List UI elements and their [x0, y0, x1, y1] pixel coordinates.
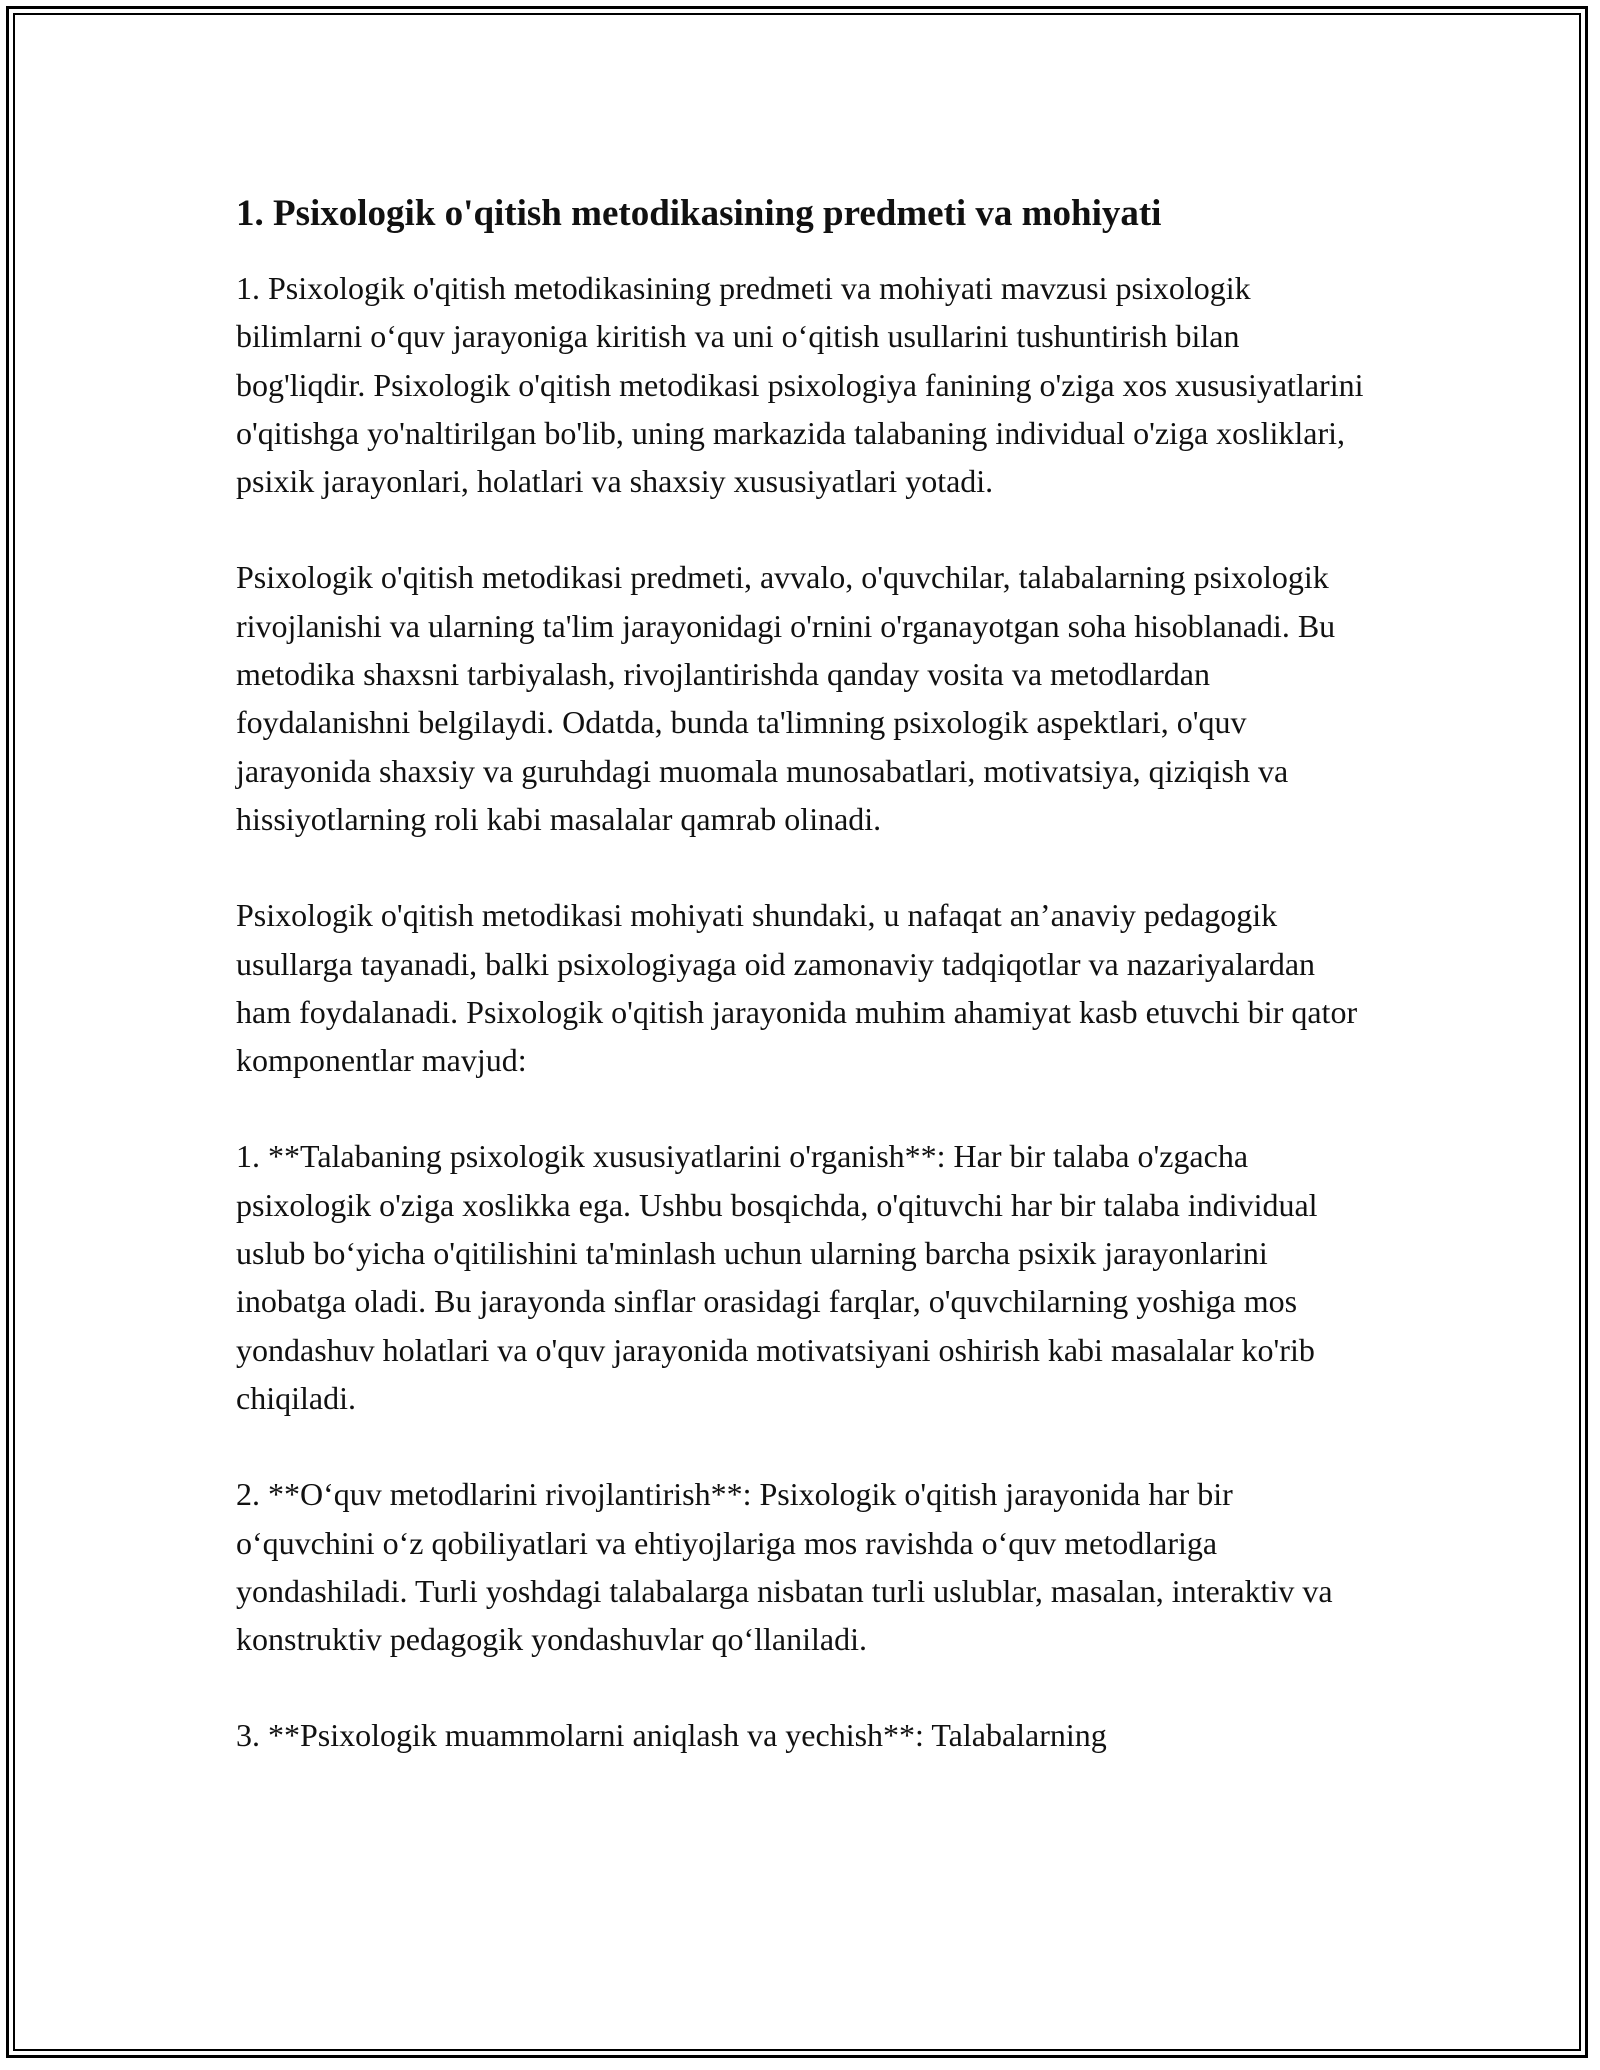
- paragraph-intro: 1. Psixologik o'qitish metodikasining predmeti va mohiyati mavzusi psixologik bilimlarni o‘quv jarayoniga kiritish va uni o‘qitish usullarini tushuntirish bilan bog'liqdir. Psixologik o'qitish metodikasi psixologiya fanining o'ziga xos xususiyatlarini o'qitishga yo'naltirilgan bo'lib, uning markazida talabaning individual o'ziga xosliklari, psixik jarayonlari, holatlari va shaxsiy xususiyatlari yotadi.: [236, 270, 1364, 500]
- paragraph-essence: Psixologik o'qitish metodikasi mohiyati shundaki, u nafaqat an’anaviy pedagogik usullarga tayanadi, balki psixologiyaga oid zamonaviy tadqiqotlar va nazariyalardan ham foydalanadi. Psixologik o'qitish jarayonida muhim ahamiyat kasb etuvchi bir qator komponentlar mavjud:: [236, 897, 1358, 1079]
- document-body: [236, 190, 1376, 1808]
- paragraph-subject: Psixologik o'qitish metodikasi predmeti, avvalo, o'quvchilar, talabalarning psixologik rivojlanishi va ularning ta'lim jarayonidagi o'rnini o'rganayotgan soha hisoblanadi. Bu metodika shaxsni tarbiyalash, rivojlantirishda qanday vosita va metodlardan foydalanishni belgilaydi. Odatda, bunda ta'limning psixologik aspektlari, o'quv jarayonida shaxsiy va guruhdagi muomala munosabatlari, motivatsiya, qiziqish va hissiyotlarning roli kabi masalalar qamrab olinadi.: [236, 559, 1336, 837]
- list-item-methods: 2. **O‘quv metodlarini rivojlantirish**: Psixologik o'qitish jarayonida har bir o‘quvchini o‘z qobiliyatlari va ehtiyojlariga mos ravishda o‘quv metodlariga yondashiladi. Turli yoshdagi talabalarga nisbatan turli uslublar, masalan, interaktiv va konstruktiv pedagogik yondashuvlar qo‘llaniladi.: [236, 1476, 1333, 1658]
- list-item-student-traits: 1. **Talabaning psixologik xususiyatlarini o'rganish**: Har bir talaba o'zgacha psixologik o'ziga xoslikka ega. Ushbu bosqichda, o'qituvchi har bir talaba individual uslub bo‘yicha o'qitilishini ta'minlash uchun ularning barcha psixik jarayonlarini inobatga oladi. Bu jarayonda sinflar orasidagi farqlar, o'quvchilarning yoshiga mos yondashuv holatlari va o'quv jarayonida motivatsiyani oshirish kabi masalalar ko'rib chiqiladi.: [236, 1138, 1318, 1416]
- list-item-problems: 3. **Psixologik muammolarni aniqlash va yechish**: Talabalarning: [236, 1717, 1107, 1754]
- document-title: 1. Psixologik o'qitish metodikasining predmeti va mohiyati: [236, 193, 1162, 234]
